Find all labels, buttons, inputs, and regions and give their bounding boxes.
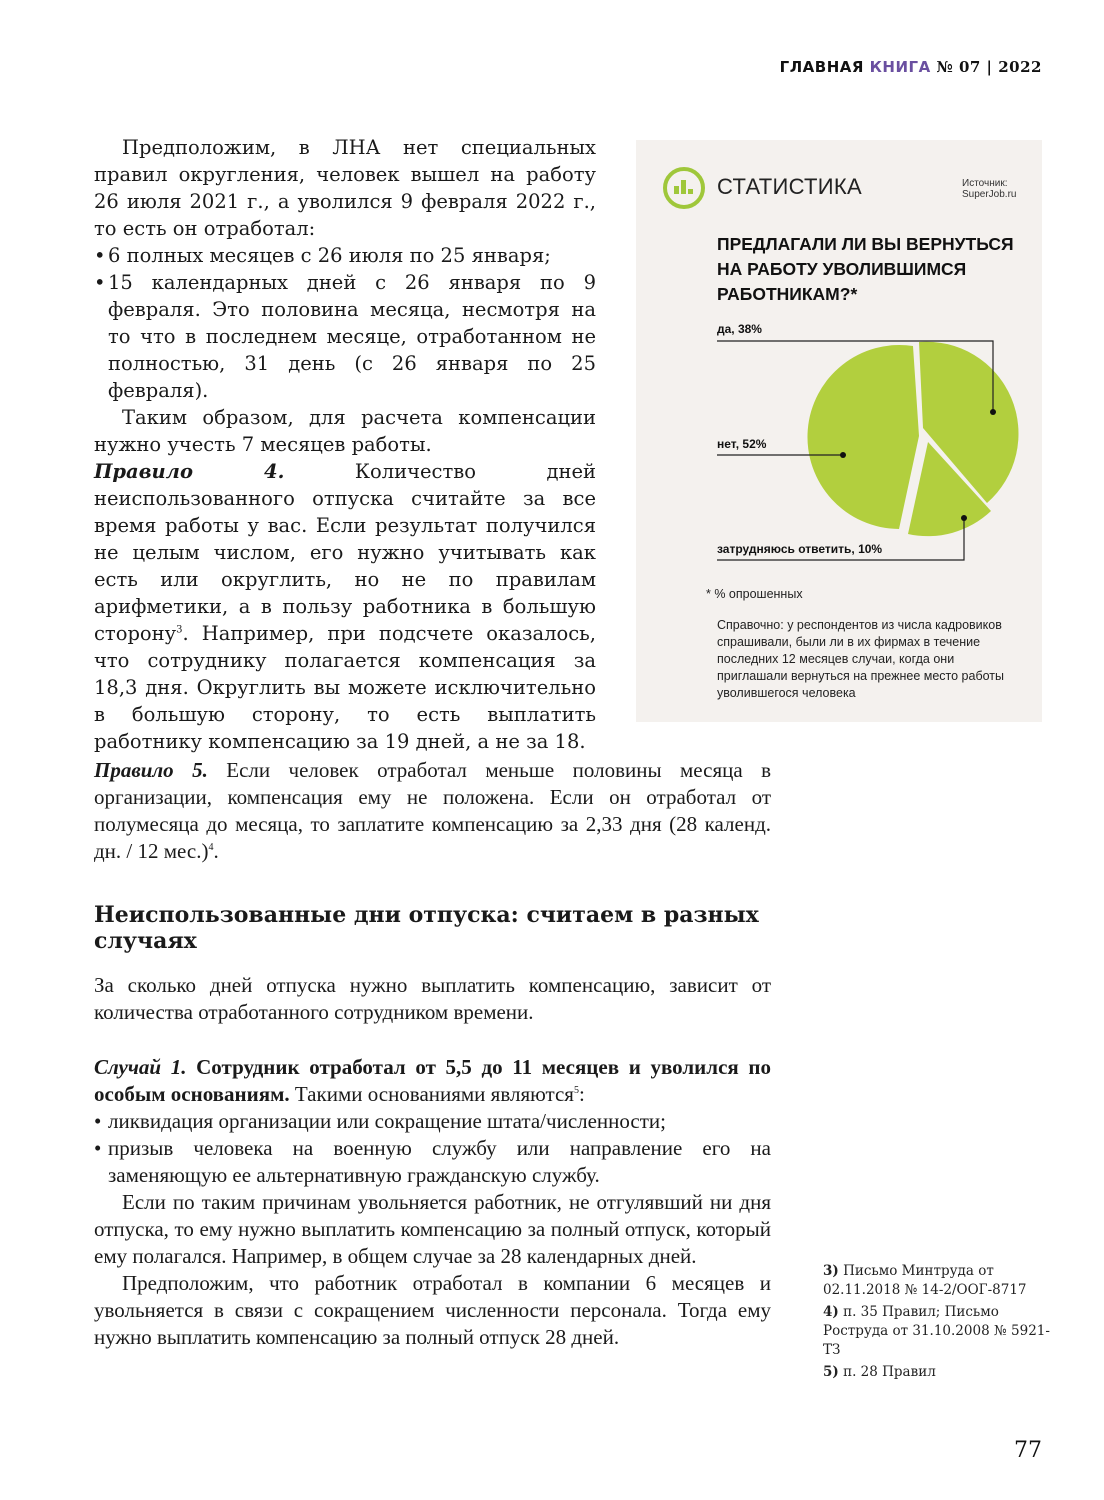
bullet-list — [94, 1108, 771, 1189]
statistics-box — [636, 140, 1042, 722]
footnote-text: п. 28 Правил — [843, 1364, 936, 1380]
footnote-number: 4) — [823, 1304, 839, 1320]
chart-footnote: * % опрошенных — [706, 587, 803, 601]
footnote-number: 5) — [823, 1364, 839, 1380]
page-number: 77 — [1014, 1438, 1042, 1463]
paragraph — [94, 757, 771, 865]
label-yes: да, 38% — [717, 322, 762, 336]
footnote-4 — [823, 1303, 1053, 1360]
issue-number: № 07 | 2022 — [936, 58, 1042, 76]
paragraph — [94, 1054, 771, 1108]
list-item: • призыв человека на военную службу или направление его на заменяющую ее альтернативную гражданскую службу. — [94, 1135, 771, 1189]
survey-question: ПРЕДЛАГАЛИ ЛИ ВЫ ВЕРНУТЬСЯ НА РАБОТУ УВОЛИВШИМСЯ РАБОТНИКАМ?* — [717, 234, 1014, 304]
rule-5 — [94, 757, 771, 865]
case-1 — [94, 1054, 771, 1351]
brand-accent: КНИГА — [869, 58, 931, 76]
paragraph: За сколько дней отпуска нужно выплатить компенсацию, зависит от количества отработанного сотрудником времени. — [94, 973, 771, 1024]
magazine-header — [780, 58, 1042, 76]
list-item: • ликвидация организации или сокращение штата/численности; — [94, 1108, 771, 1135]
paragraph: Предположим, что работник отработал в компании 6 месяцев и увольняется в связи с сокращением численности персонала. Тогда ему нужно выплатить компенсацию за полный отпуск 28 дней. — [94, 1271, 771, 1349]
rule-text: Количество дней неиспользованного отпуска считайте за все время работы у вас. Если результат получился не целым числом, его нужно учитывать как есть или округлить, но не по правилам арифметики, а в пользу работника в большую сторону — [94, 460, 597, 645]
case-text: Такими основаниями являются — [289, 1082, 574, 1106]
footnote-ref[interactable]: 4 — [208, 842, 214, 853]
footnote-text: Письмо Минтруда от 02.11.2018 № 14-2/ООГ-8717 — [823, 1263, 1027, 1298]
footnote-3 — [823, 1262, 1053, 1300]
rule-text: . Например, при подсчете оказалось, что сотруднику полагается компенсация за 18,3 дня. Округлить вы можете исключительно в большую сторону, то есть выплатить работнику компенсацию за 19 дней, а не за 18. — [94, 622, 596, 753]
list-item: • 6 полных месяцев с 26 июля по 25 января; — [94, 242, 596, 269]
rule-4 — [94, 458, 596, 755]
footnote-number: 3) — [823, 1263, 839, 1279]
paragraph: Предположим, в ЛНА нет специальных правил округления, человек вышел на работу 26 июля 2021 г., а уволился 9 февраля 2022 г., то есть он отработал: — [94, 136, 596, 240]
intro-example — [94, 134, 596, 458]
footnotes — [823, 1262, 1053, 1385]
label-unsure: затрудняюсь ответить, 10% — [717, 542, 883, 556]
chart-note: Справочно: у респондентов из числа кадровиков спрашивали, были ли в их фирмах в течение последних 12 месяцев случаи, когда они приглашали вернуться на прежнее место работы уволившегося человека — [717, 618, 1005, 700]
source-value: SuperJob.ru — [962, 189, 1017, 200]
rule-label: Правило 4. — [94, 460, 285, 483]
case-title: Сотрудник отработал от 5,5 до 11 месяцев и уволился по особым основаниям. — [94, 1055, 772, 1106]
footnote-5 — [823, 1363, 1053, 1382]
rule-label: Правило 5. — [94, 758, 208, 782]
label-no: нет, 52% — [717, 437, 767, 451]
footnote-ref[interactable]: 3 — [176, 624, 183, 636]
punctuation: : — [578, 1082, 585, 1106]
pie-chart — [636, 140, 1042, 580]
paragraph: Если по таким причинам увольняется работник, не отгулявший ни дня отпуска, то ему нужно выплатить компенсацию за полный отпуск, который ему полагался. Например, в общем случае за 28 календарных дней. — [94, 1190, 771, 1268]
paragraph: Таким образом, для расчета компенсации нужно учесть 7 месяцев работы. — [94, 406, 596, 456]
bullet-list — [94, 242, 596, 404]
list-item: • 15 календарных дней с 26 января по 9 февраля. Это половина месяца, несмотря на то что в последнем месяце, отработанном не полностью, 31 день (с 26 января по 25 февраля). — [94, 269, 596, 404]
footnote-text: п. 35 Правил; Письмо Роструда от 31.10.2008 № 5921-ТЗ — [823, 1304, 1050, 1358]
brand-main: ГЛАВНАЯ — [779, 58, 864, 76]
case-label: Случай 1. — [94, 1055, 187, 1079]
rule-text: . — [213, 839, 219, 863]
section-heading: Неиспользованные дни отпуска: считаем в разных случаях — [94, 902, 759, 954]
section-intro — [94, 972, 771, 1026]
slice-no — [807, 345, 919, 529]
source-label: Источник: — [962, 178, 1008, 189]
paragraph — [94, 458, 596, 755]
statistics-title: СТАТИСТИКА — [717, 174, 862, 199]
rule-text: Если человек отработал меньше половины месяца в организации, компенсация ему не положена. Если он отработал от полумесяца до месяца, то заплатите компенсацию за 2,33 дня (28 календ. дн. / 12 мес.) — [94, 758, 771, 863]
footnote-ref[interactable]: 5 — [573, 1085, 579, 1096]
